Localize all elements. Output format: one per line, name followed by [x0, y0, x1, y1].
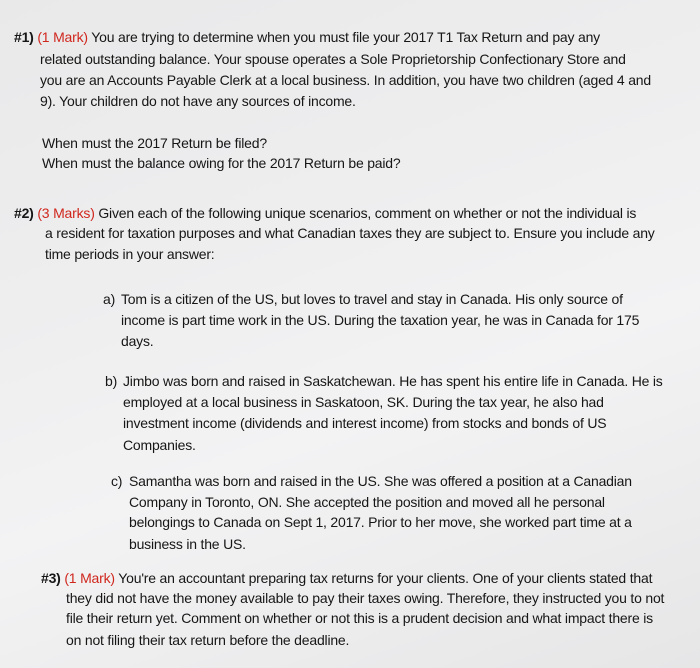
- question-text: You're an accountant preparing tax returns for your clients. One of your clients stated that: [118, 570, 653, 586]
- scenario-text: Jimbo was born and raised in Saskatchewan. He has spent his entire life in Canada. He is: [123, 373, 663, 389]
- sub-question: When must the balance owing for the 2017 Return be paid?: [42, 155, 401, 171]
- scenario-text: business in the US.: [129, 536, 246, 552]
- scenario-text: Samantha was born and raised in the US. She was offered a position at a Canadian: [129, 473, 632, 489]
- scenario-text: income is part time work in the US. During the taxation year, he was in Canada for 175: [121, 312, 640, 328]
- scenario-text: employed at a local business in Saskatoon, SK. During the tax year, he also had: [123, 394, 604, 410]
- marks-label: (3 Marks): [37, 205, 95, 221]
- question-text: on not filing their tax return before the deadline.: [66, 632, 350, 648]
- question-text: file their return yet. Comment on whether or not this is a prudent decision and what impact there is: [66, 610, 653, 626]
- scenario-label: a): [103, 291, 116, 307]
- question-text: they did not have the money available to pay their taxes owing. Therefore, they instructed you to not: [66, 590, 665, 606]
- question-text: a resident for taxation purposes and what Canadian taxes they are subject to. Ensure you include any: [45, 225, 655, 241]
- question-text: you are an Accounts Payable Clerk at a local business. In addition, you have two children (aged 4 and: [40, 72, 651, 88]
- marks-label: (1 Mark): [64, 570, 115, 586]
- question-text: 9). Your children do not have any sources of income.: [40, 93, 356, 109]
- marks-label: (1 Mark): [37, 29, 88, 45]
- scenario-label: c): [111, 473, 123, 489]
- question-number: #2): [14, 205, 34, 221]
- scenario-text: days.: [121, 333, 154, 349]
- question-text: Given each of the following unique scenarios, comment on whether or not the individual is: [98, 205, 637, 221]
- question-3-first-line: [41, 569, 652, 587]
- sub-question: When must the 2017 Return be filed?: [42, 135, 267, 151]
- scenario-label: b): [105, 373, 118, 389]
- question-text: related outstanding balance. Your spouse operates a Sole Proprietorship Confectionary Store and: [40, 51, 626, 67]
- question-2-first-line: [14, 204, 636, 222]
- question-number: #1): [14, 29, 34, 45]
- scenario-text: belongings to Canada on Sept 1, 2017. Prior to her move, she worked part time at a: [129, 514, 632, 530]
- scenario-text: Company in Toronto, ON. She accepted the position and moved all he personal: [129, 494, 605, 510]
- question-1-first-line: [14, 28, 600, 46]
- question-text: You are trying to determine when you must file your 2017 T1 Tax Return and pay any: [91, 29, 600, 45]
- question-text: time periods in your answer:: [45, 246, 215, 262]
- scenario-text: investment income (dividends and interest income) from stocks and bonds of US: [123, 415, 607, 431]
- question-number: #3): [41, 570, 61, 586]
- scenario-text: Companies.: [123, 437, 196, 453]
- scenario-text: Tom is a citizen of the US, but loves to travel and stay in Canada. His only source of: [121, 291, 623, 307]
